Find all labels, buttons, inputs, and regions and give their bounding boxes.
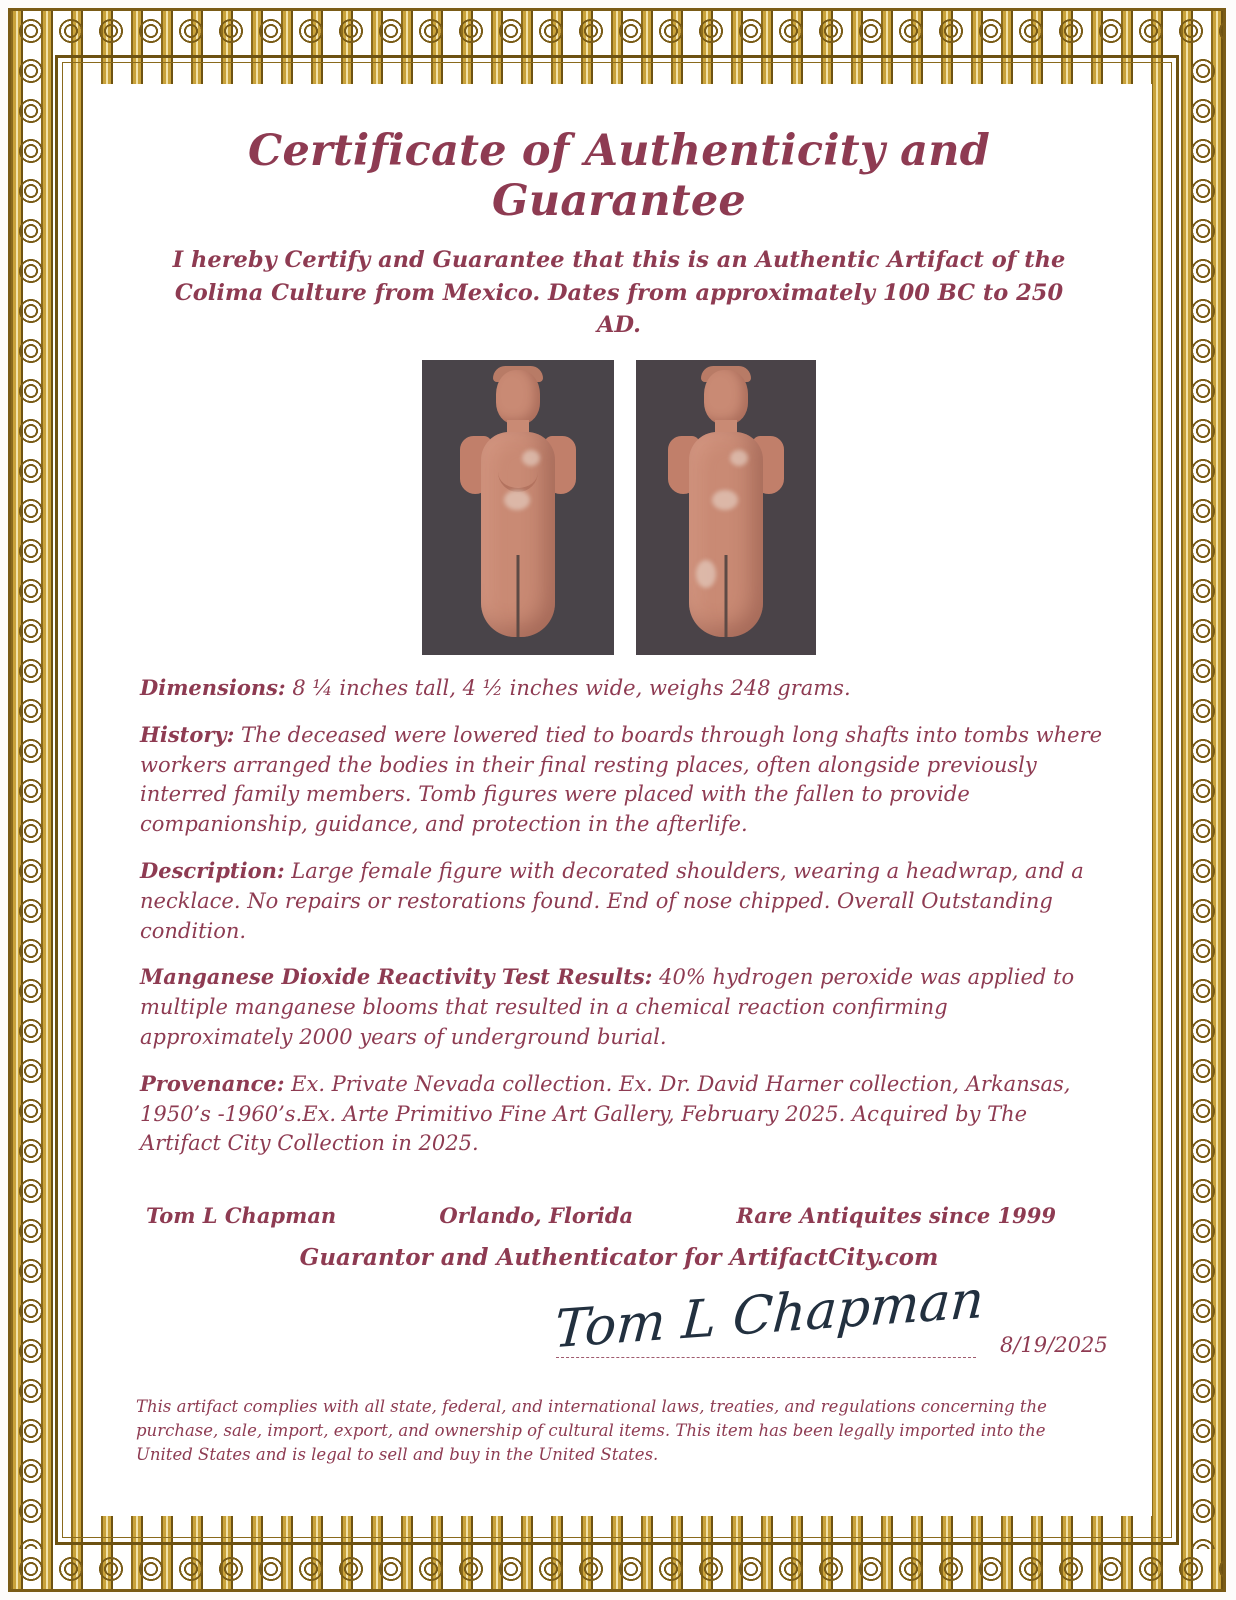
certify-statement: I hereby Certify and Guarantee that this is an Authentic Artifact of the Colima Culture from Mexico. Dates from approximately 100 BC to 250 AD. — [172, 247, 1066, 339]
signer-info-row — [146, 1203, 1056, 1228]
artifact-photo-gallery — [124, 360, 1114, 655]
artifact-photo-back — [636, 360, 816, 655]
section-history-text: The deceased were lowered tied to boards through long shafts into tombs where workers arranged the bodies in their final resting places, often alongside previously interred family members. Tomb figures were placed with the fallen to provide companionship, guidance, and protection in the afterlife. — [140, 722, 1103, 837]
section-provenance-text: Ex. Private Nevada collection. Ex. Dr. David Harner collection, Arkansas, 1950’s -1960’s.Ex. Arte Primitivo Fine Art Gallery, February 2025. Acquired by The Artifact City Collection in 2025. — [140, 1071, 1071, 1156]
signer-location: Orlando, Florida — [439, 1203, 634, 1229]
colima-figure-back-illustration — [666, 370, 786, 645]
signature-block — [124, 1270, 1114, 1377]
signature-date: 8/19/2025 — [1000, 1333, 1108, 1358]
section-description — [140, 856, 1106, 946]
section-test-results — [140, 962, 1106, 1052]
spiral-border-right-icon — [1183, 51, 1223, 1549]
spiral-border-bottom-icon — [11, 1549, 1223, 1589]
section-dimensions-label: Dimensions: — [140, 674, 286, 700]
colima-figure-front-illustration — [458, 370, 578, 645]
section-provenance — [140, 1069, 1106, 1159]
spiral-border-top-icon — [11, 11, 1223, 51]
artifact-photo-front — [422, 360, 614, 655]
section-provenance-label: Provenance: — [140, 1070, 285, 1096]
guarantor-line: Guarantor and Authenticator for ArtifactCity.com — [299, 1244, 939, 1272]
page-title: Certificate of Authenticity and Guarantee — [248, 126, 990, 226]
legal-notice: This artifact complies with all state, federal, and international laws, treaties, and regulations concerning the purchase, sale, import, export, and ownership of cultural items. This item has been legally imported into the United States and is legal to sell and buy in the United States. — [136, 1397, 1047, 1465]
section-description-label: Description: — [140, 857, 285, 883]
section-dimensions-text: 8 ¼ inches tall, 4 ½ inches wide, weighs 248 grams. — [285, 675, 851, 700]
handwritten-signature: Tom L Chapman — [552, 1270, 986, 1361]
section-history — [140, 720, 1106, 840]
certificate-paper — [86, 84, 1152, 1516]
section-history-label: History: — [140, 721, 235, 747]
section-description-text: Large female figure with decorated shoulders, wearing a headwrap, and a necklace. No repairs or restorations found. End of nose chipped. Overall Outstanding condition. — [140, 858, 1084, 943]
section-test-results-label: Manganese Dioxide Reactivity Test Results: — [140, 964, 653, 990]
section-dimensions — [140, 673, 1106, 704]
signer-name: Tom L Chapman — [146, 1203, 337, 1229]
spiral-border-left-icon — [11, 51, 51, 1549]
signature-line — [556, 1357, 976, 1358]
signer-tagline: Rare Antiquites since 1999 — [736, 1203, 1056, 1229]
section-test-results-text: 40% hydrogen peroxide was applied to multiple manganese blooms that resulted in a chemical reaction confirming approximately 2000 years of underground burial. — [140, 965, 1075, 1049]
